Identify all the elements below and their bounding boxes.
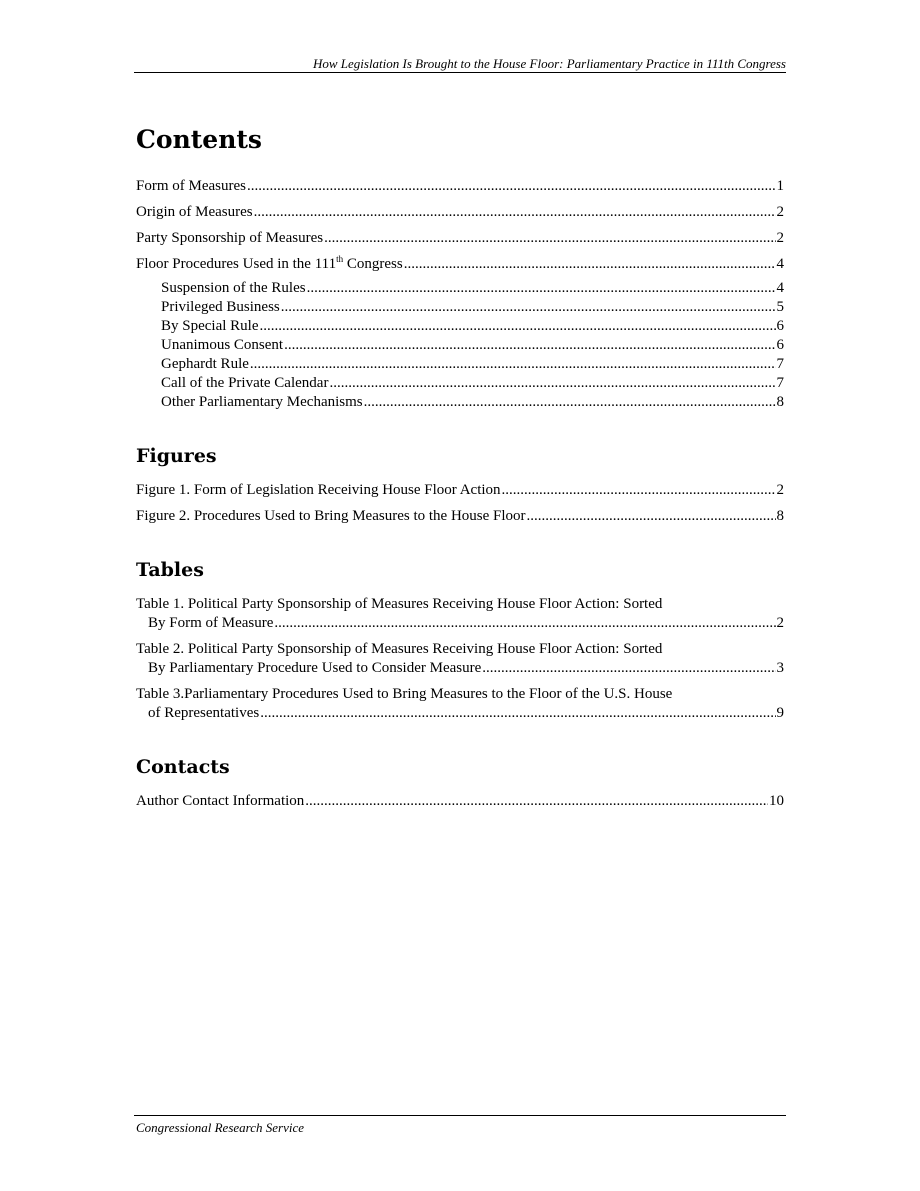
toc-entry-label: Other Parliamentary Mechanisms <box>161 394 363 410</box>
toc-entry-label: Floor Procedures Used in the 111th Congress <box>136 254 403 272</box>
toc-entry-page: 3 <box>776 660 784 676</box>
toc-entry-label: Unanimous Consent <box>161 337 284 353</box>
dot-leader <box>305 792 768 811</box>
dot-leader <box>274 614 775 633</box>
toc-entry-page: 7 <box>776 356 784 372</box>
toc-entry-page: 4 <box>776 256 784 272</box>
toc-entry-page: 2 <box>776 230 784 246</box>
contents-list <box>136 177 784 412</box>
toc-entry-floor-procedures[interactable] <box>136 255 784 274</box>
dot-leader <box>254 203 776 222</box>
dot-leader <box>502 481 776 500</box>
toc-entry-page: 6 <box>776 337 784 353</box>
toc-entry-origin-of-measures[interactable] <box>136 203 784 222</box>
toc-entry-page: 2 <box>776 204 784 220</box>
toc-entry-table-2[interactable] <box>136 640 784 678</box>
toc-entry-author-contact[interactable] <box>136 792 784 811</box>
tables-list <box>136 595 784 723</box>
dot-leader <box>324 229 775 248</box>
toc-subentry-suspension-of-rules[interactable] <box>136 279 784 298</box>
toc-entry-label: Figure 2. Procedures Used to Bring Measures to the House Floor <box>136 508 526 524</box>
contacts-heading: Contacts <box>136 756 230 778</box>
dot-leader <box>307 279 776 298</box>
toc-entry-page: 7 <box>776 375 784 391</box>
dot-leader <box>364 393 776 412</box>
table-of-contents <box>136 124 784 818</box>
dot-leader <box>527 507 776 526</box>
toc-entry-label: Call of the Private Calendar <box>161 375 329 391</box>
toc-entry-label: By Special Rule <box>161 318 259 334</box>
toc-entry-label-line2: By Form of Measure <box>148 615 274 631</box>
contacts-list <box>136 792 784 811</box>
toc-entry-page: 2 <box>776 615 784 631</box>
toc-entry-party-sponsorship[interactable] <box>136 229 784 248</box>
toc-entry-label: Figure 1. Form of Legislation Receiving House Floor Action <box>136 482 501 498</box>
toc-subentry-privileged-business[interactable] <box>136 298 784 317</box>
toc-entry-label-line2: of Representatives <box>148 705 260 721</box>
toc-subentry-other-mechanisms[interactable] <box>136 393 784 412</box>
toc-entry-label-line1: Table 2. Political Party Sponsorship of Measures Receiving House Floor Action: Sorted <box>136 641 663 657</box>
toc-subentry-gephardt-rule[interactable] <box>136 355 784 374</box>
dot-leader <box>284 336 775 355</box>
toc-entry-page: 5 <box>776 299 784 315</box>
dot-leader <box>260 317 776 336</box>
toc-entry-label: Author Contact Information <box>136 793 305 809</box>
toc-entry-label-line1: Table 3.Parliamentary Procedures Used to Bring Measures to the Floor of the U.S. House <box>136 686 673 702</box>
dot-leader <box>329 374 775 393</box>
toc-entry-table-1[interactable] <box>136 595 784 633</box>
toc-entry-page: 1 <box>776 178 784 194</box>
dot-leader <box>281 298 776 317</box>
section-gap <box>136 730 784 754</box>
toc-entry-page: 8 <box>776 394 784 410</box>
toc-entry-page: 6 <box>776 318 784 334</box>
dot-leader <box>404 255 776 274</box>
toc-entry-label-line2: By Parliamentary Procedure Used to Consider Measure <box>148 660 482 676</box>
toc-entry-figure-1[interactable] <box>136 481 784 500</box>
running-footer: Congressional Research Service <box>136 1120 304 1135</box>
figures-heading: Figures <box>136 445 217 467</box>
toc-entry-form-of-measures[interactable] <box>136 177 784 196</box>
toc-subentry-special-rule[interactable] <box>136 317 784 336</box>
toc-entry-figure-2[interactable] <box>136 507 784 526</box>
footer-rule <box>134 1115 786 1116</box>
toc-entry-label: Origin of Measures <box>136 204 253 220</box>
toc-entry-page: 4 <box>776 280 784 296</box>
figures-list <box>136 481 784 526</box>
section-gap <box>136 533 784 557</box>
toc-entry-label: Privileged Business <box>161 299 280 315</box>
toc-entry-page: 2 <box>776 482 784 498</box>
toc-entry-label-line1: Table 1. Political Party Sponsorship of Measures Receiving House Floor Action: Sorted <box>136 596 663 612</box>
toc-entry-page: 8 <box>776 508 784 524</box>
floor-procedures-subentries <box>136 279 784 412</box>
toc-entry-label: Suspension of the Rules <box>161 280 306 296</box>
dot-leader <box>260 704 775 723</box>
header-rule <box>134 72 786 73</box>
dot-leader <box>250 355 776 374</box>
toc-subentry-private-calendar[interactable] <box>136 374 784 393</box>
toc-entry-table-3[interactable] <box>136 685 784 723</box>
contents-heading: Contents <box>136 125 263 154</box>
toc-entry-page: 10 <box>769 793 784 809</box>
running-header: How Legislation Is Brought to the House Floor: Parliamentary Practice in 111th Congress <box>312 56 786 71</box>
toc-entry-label: Form of Measures <box>136 178 246 194</box>
tables-heading: Tables <box>136 559 204 581</box>
dot-leader <box>247 177 776 196</box>
dot-leader <box>482 659 775 678</box>
toc-entry-label: Party Sponsorship of Measures <box>136 230 324 246</box>
toc-entry-label: Gephardt Rule <box>161 356 249 372</box>
toc-entry-page: 9 <box>776 705 784 721</box>
toc-subentry-unanimous-consent[interactable] <box>136 336 784 355</box>
